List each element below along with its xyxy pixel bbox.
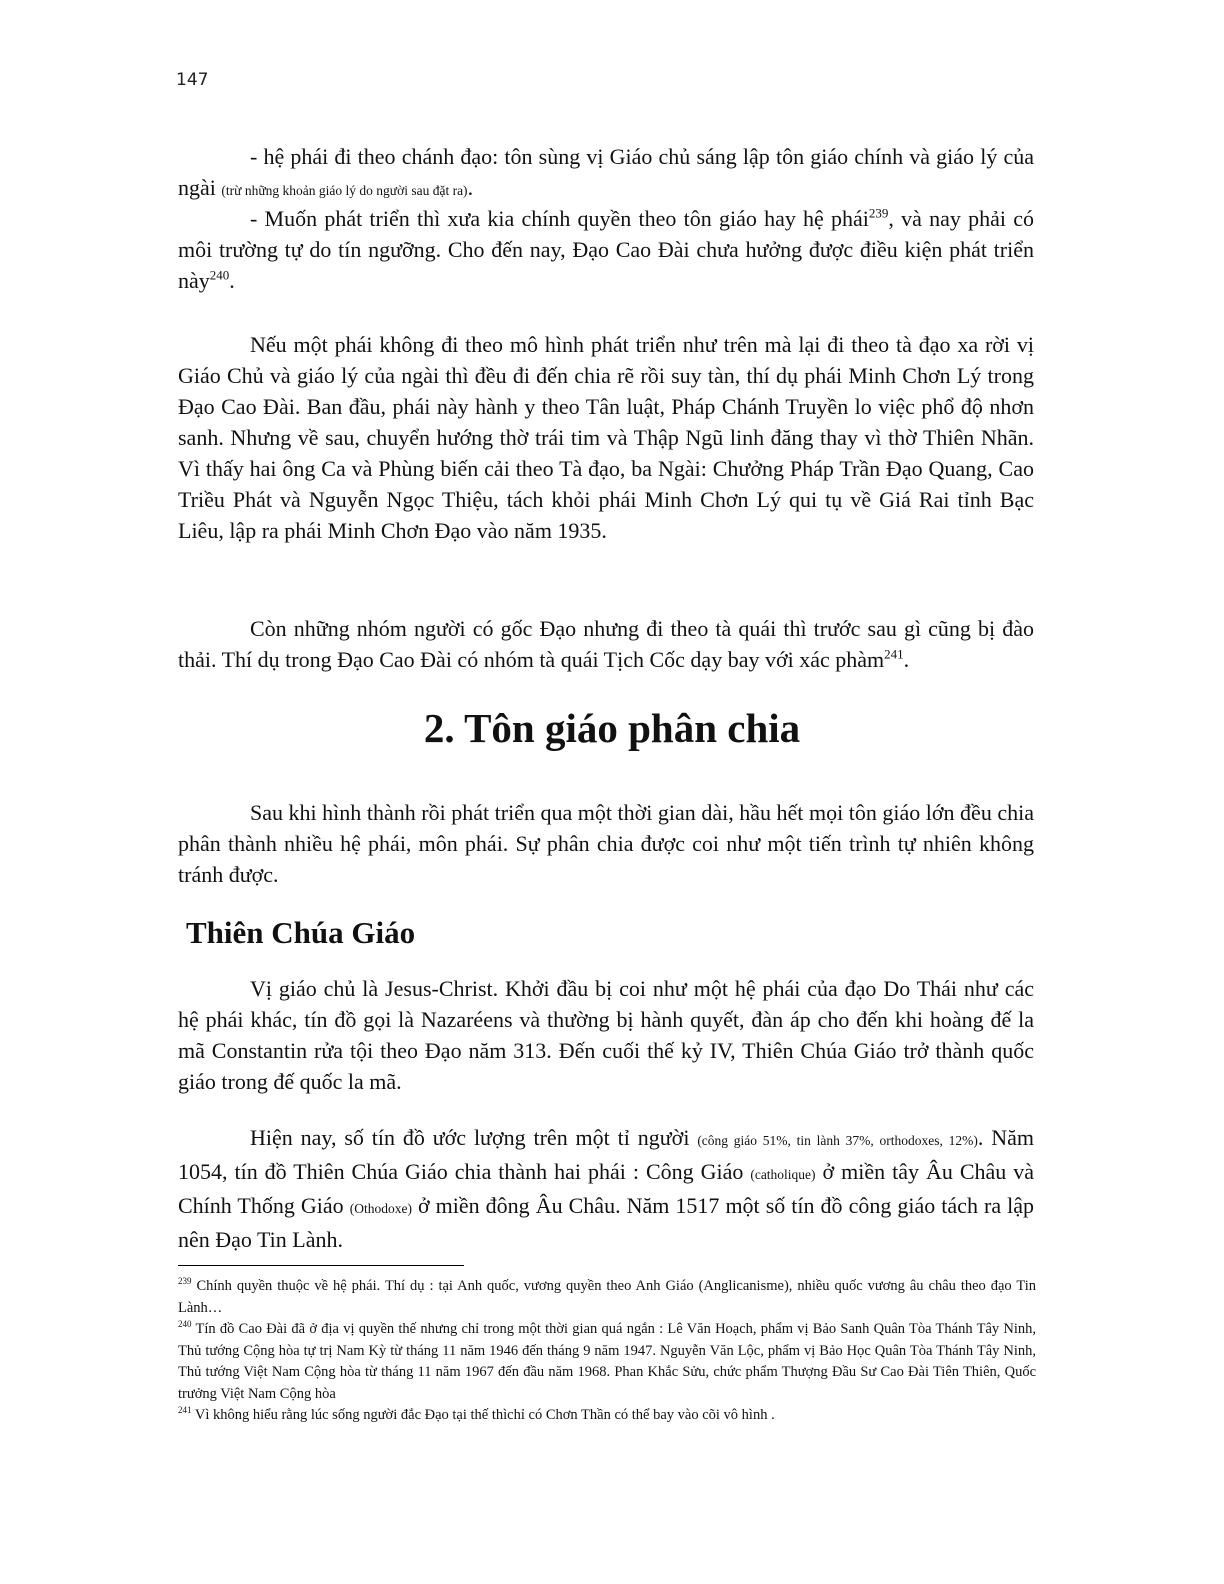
footnote-240 — [178, 1319, 1036, 1405]
paragraph-heretic-groups — [178, 613, 1034, 675]
footnote-ref-239[interactable]: 239 — [868, 205, 889, 221]
paragraph-text: ở miền tây Âu Châu và Chính Thống Giáo — [178, 1159, 1034, 1218]
footnote-ref-240[interactable]: 240 — [209, 267, 230, 283]
paragraph-text: ở miền đông Âu Châu. Năm 1517 một số tín đồ công giáo tách ra lập nên Đạo Tin Lành. — [178, 1193, 1034, 1252]
subsection-heading: Thiên Chúa Giáo — [186, 915, 416, 950]
parenthetical-note: (công giáo 51%, tin lành 37%, orthodoxes, 12%) — [697, 1133, 978, 1148]
footnote-divider — [178, 1265, 464, 1266]
footnote-text: Chính quyền thuộc về hệ phái. Thí dụ : tại Anh quốc, vương quyền theo Anh Giáo (Anglicanisme), nhiều quốc vương âu châu theo đạo Tin Lành… — [178, 1278, 1036, 1316]
footnote-mark: 241 — [178, 1405, 192, 1416]
paragraph-text: - hệ phái đi theo chánh đạo: tôn sùng vị Giáo chủ sáng lập tôn giáo chính và giáo lý của ngài — [178, 144, 1034, 200]
paragraph-sect-orthodox — [178, 141, 1034, 206]
paragraph-text: , và nay phải có môi trường tự do tín ngưỡng. Cho đến nay, Đạo Cao Đài chưa hưởng được điều kiện phát triển này — [178, 206, 1034, 293]
footnote-239 — [178, 1276, 1036, 1319]
page-number: 147 — [176, 70, 209, 90]
paragraph-christianity-split — [178, 1122, 1034, 1255]
punctuation: . — [903, 647, 910, 672]
footnote-mark: 239 — [178, 1276, 192, 1287]
footnote-mark: 240 — [178, 1319, 192, 1330]
paragraph-development — [178, 203, 1034, 296]
paragraph-christianity-origin: Vị giáo chủ là Jesus-Christ. Khởi đầu bị coi như một hệ phái của đạo Do Thái như các hệ phái khác, tín đồ gọi là Nazaréens và thường bị hành quyết, đàn áp cho đến khi hoàng đế la mã Constantin rửa tội theo Đạo năm 313. Đến cuối thế kỷ IV, Thiên Chúa Giáo trở thành quốc giáo trong đế quốc la mã. — [178, 976, 1034, 1094]
footnote-ref-241[interactable]: 241 — [884, 646, 904, 662]
parenthetical-note: (Othodoxe) — [349, 1201, 412, 1216]
footnote-text: Tín đồ Cao Đài đã ở địa vị quyền thế nhưng chỉ trong một thời gian quá ngắn : Lê Văn Hoạch, phẩm vị Bảo Sanh Quân Tòa Thánh Tây Ninh, Thủ tướng Cộng hòa tự trị Nam Kỳ từ tháng 11 năm 1946 đến tháng 9 năm 1947. Nguyễn Văn Lộc, phẩm vị Bảo Học Quân Tòa Thánh Tây Ninh, Thủ tướng Việt Nam Cộng hòa từ tháng 11 năm 1967 đến đầu năm 1968. Phan Khắc Sửu, chức phẩm Thượng Đầu Sư Cao Đài Tiên Thiên, Quốc trưởng Việt Nam Cộng hòa — [178, 1321, 1036, 1402]
parenthetical-note: (trừ những khoản giáo lý do người sau đặt ra) — [221, 183, 468, 198]
paragraph-text: - Muốn phát triển thì xưa kia chính quyền theo tôn giáo hay hệ phái — [250, 206, 869, 231]
punctuation: . — [229, 268, 235, 293]
paragraph-heterodox-sect: Nếu một phái không đi theo mô hình phát triển như trên mà lại đi theo tà đạo xa rời vị Giáo Chủ và giáo lý của ngài thì đều đi đến chia rẽ rồi suy tàn, thí dụ phái Minh Chơn Lý trong Đạo Cao Đài. Ban đầu, phái này hành y theo Tân luật, Pháp Chánh Truyền lo việc phổ độ nhơn sanh. Nhưng về sau, chuyển hướng thờ trái tim và Thập Ngũ linh đăng thay vì thờ Thiên Nhãn. Vì thấy hai ông Ca và Phùng biến cải theo Tà đạo, ba Ngài: Chưởng Pháp Trần Đạo Quang, Cao Triều Phát và Nguyễn Ngọc Thiệu, tách khỏi phái Minh Chơn Lý qui tụ về Giá Rai tỉnh Bạc Liêu, lập ra phái Minh Chơn Đạo vào năm 1935. — [178, 332, 1034, 543]
footnotes — [178, 1276, 1036, 1427]
footnote-241 — [178, 1405, 1036, 1427]
paragraph-text: . Năm 1054, tín đồ Thiên Chúa Giáo chia thành hai phái : Công Giáo — [178, 1125, 1035, 1184]
section-heading: 2. Tôn giáo phân chia — [423, 705, 801, 751]
footnote-text: Vì không hiểu rằng lúc sống người đắc Đạo tại thế thìchỉ có Chơn Thần có thể bay vào cõi vô hình . — [191, 1407, 775, 1423]
punctuation: . — [467, 175, 474, 200]
paragraph-text: Còn những nhóm người có gốc Đạo nhưng đi theo tà quái thì trước sau gì cũng bị đào thải. Thí dụ trong Đạo Cao Đài có nhóm tà quái Tịch Cốc dạy bay với xác phàm — [178, 616, 1034, 672]
paragraph-text: Hiện nay, số tín đồ ước lượng trên một tỉ người — [250, 1125, 698, 1150]
paragraph-division-intro: Sau khi hình thành rồi phát triển qua một thời gian dài, hầu hết mọi tôn giáo lớn đều chia phân thành nhiều hệ phái, môn phái. Sự phân chia được coi như một tiến trình tự nhiên không tránh được. — [178, 800, 1034, 887]
parenthetical-note: (catholique) — [750, 1167, 816, 1182]
